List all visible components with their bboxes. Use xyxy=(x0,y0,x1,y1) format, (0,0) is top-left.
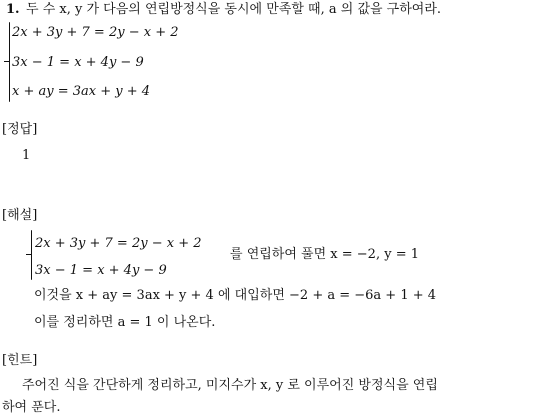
answer-value: 1 xyxy=(22,148,31,163)
solution-heading: [해설] xyxy=(2,208,38,223)
hint-line-1: 주어진 식을 간단하게 정리하고, 미지수가 x, y 로 이루어진 방정식을 연립 xyxy=(22,378,438,393)
solution-line-3: 이를 정리하면 a = 1 이 나온다. xyxy=(34,315,216,330)
problem-equation-1: 2x + 3y + 7 = 2y − x + 2 xyxy=(12,25,179,40)
problem-equation-3: x + ay = 3ax + y + 4 xyxy=(12,84,151,99)
hint-line-2: 하여 푼다. xyxy=(2,400,61,415)
solution-equation-2: 3x − 1 = x + 4y − 9 xyxy=(35,263,167,278)
problem-equation-2: 3x − 1 = x + 4y − 9 xyxy=(12,55,144,70)
hint-heading: [힌트] xyxy=(2,353,38,368)
problem-system-brace xyxy=(9,22,10,102)
solution-system-result: 를 연립하여 풀면 x = −2, y = 1 xyxy=(230,247,419,262)
problem-number: 1. xyxy=(6,2,20,17)
solution-equation-1: 2x + 3y + 7 = 2y − x + 2 xyxy=(35,236,202,251)
solution-line-2: 이것을 x + ay = 3ax + y + 4 에 대입하면 −2 + a = −6a + 1 + 4 xyxy=(34,288,437,303)
solution-system-brace xyxy=(31,230,32,280)
answer-heading: [정답] xyxy=(2,122,38,137)
problem-text: 두 수 x, y 가 다음의 연립방정식을 동시에 만족할 때, a 의 값을 구하여라. xyxy=(26,2,442,17)
